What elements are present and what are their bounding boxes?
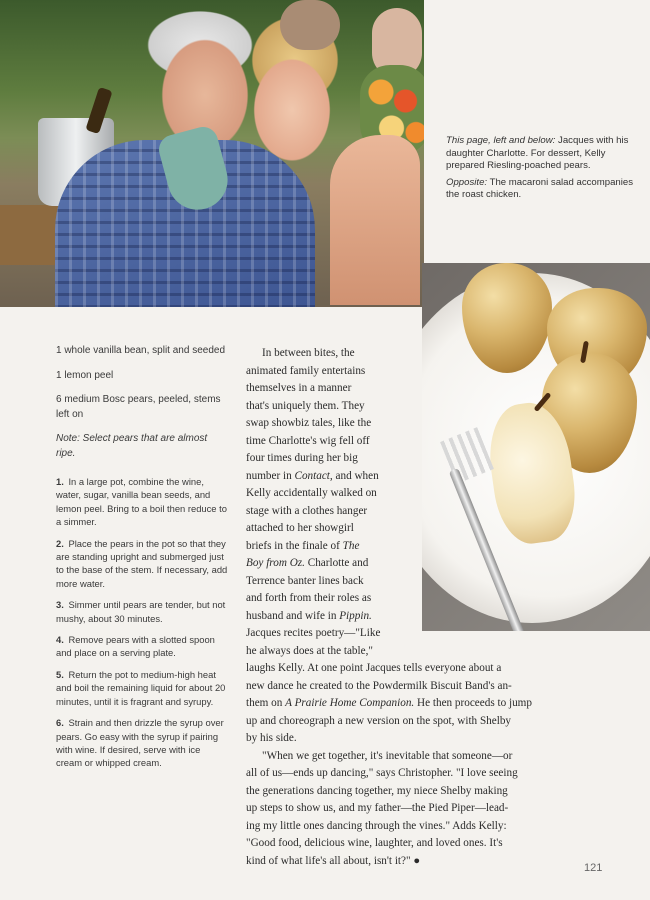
title-contact: Contact,: [294, 469, 333, 482]
recipe-step: [56, 633, 228, 660]
story-text: Charlotte and: [307, 557, 369, 569]
story-line: four times during her big: [246, 452, 358, 464]
story-line: that's uniquely them. They: [246, 399, 365, 412]
step-text: Return the pot to medium-high heat and boil the remaining liquid for about 20 minutes, until it is fragrant and syrupy.: [56, 668, 226, 707]
caption-lead-label: This page, left and below:: [446, 135, 556, 146]
woman-arm: [330, 135, 420, 305]
step-number: 4.: [56, 634, 64, 646]
story-line: "When we get together, it's inevitable that someone—or: [262, 749, 513, 762]
step-text: In a large pot, combine the wine, water, sugar, vanilla bean seeds, and lemon peel. Bring to a boil then reduce to a simmer.: [56, 476, 227, 528]
step-number: 5.: [56, 668, 64, 680]
caption-opposite: [446, 177, 642, 202]
caption-lead: [446, 135, 642, 173]
recipe-note: Note: Select pears that are almost ripe.: [56, 433, 208, 459]
story-line: swap showbiz tales, like the: [246, 417, 372, 429]
ingredient: 6 medium Bosc pears, peeled, stems left on: [56, 394, 221, 420]
recipe-step: [56, 598, 228, 625]
story-line: new dance he created to the Powdermilk Biscuit Band's an-: [246, 679, 512, 692]
story-line: [246, 695, 532, 713]
story-line: laughs Kelly. At one point Jacques tells everyone about a: [246, 662, 502, 674]
story-line: time Charlotte's wig fell off: [246, 434, 370, 447]
story-line: the generations dancing together, my niece Shelby making: [246, 784, 508, 797]
story-line: Kelly accidentally walked on: [246, 487, 377, 499]
recipe-step: [56, 716, 228, 770]
story-text: husband and wife in: [246, 609, 337, 622]
story-text: briefs in the finale of: [246, 539, 340, 552]
title-prairie-home: A Prairie Home Companion.: [285, 697, 415, 709]
story-line: and forth from their roles as: [246, 592, 372, 604]
title-boy-from-oz: Boy from Oz.: [246, 557, 305, 569]
caption-opposite-text: The macaroni salad accompanies the roast chicken.: [446, 176, 634, 201]
caption-opposite-label: Opposite:: [446, 176, 488, 188]
step-text: Remove pears with a slotted spoon and place on a serving plate.: [56, 634, 215, 659]
story-line: In between bites, the: [262, 347, 355, 359]
step-number: 2.: [56, 537, 64, 549]
story-line: ing my little ones dancing through the vines." Adds Kelly:: [246, 819, 507, 832]
story-line: animated family entertains: [246, 364, 366, 377]
step-number: 1.: [56, 476, 64, 487]
caption-lead-text: Jacques with his daughter Charlotte. For dessert, Kelly prepared Riesling-poached pears.: [446, 135, 629, 172]
story-line: up and choreograph a new version on the spot, with Shelby: [246, 714, 512, 727]
step-text: Strain and then drizzle the syrup over pears. Go easy with the syrup if pairing with wine. If desired, serve with ice cream or whipped cream.: [56, 717, 224, 769]
page-number: 121: [584, 862, 603, 874]
story-line: [246, 468, 532, 486]
story-line: attached to her showgirl: [246, 522, 354, 534]
step-number: 3.: [56, 599, 64, 611]
story-line: he always does at the table,": [246, 644, 373, 657]
story-line: "Good food, delicious wine, laughter, and loved ones. It's: [246, 837, 503, 849]
story-line: [246, 555, 532, 573]
ingredient: 1 lemon peel: [56, 369, 114, 381]
photo-caption: [446, 135, 642, 206]
recipe-column: [56, 344, 228, 778]
step-text: Simmer until pears are tender, but not mushy, about 30 minutes.: [56, 599, 226, 624]
title-boy-from-oz: The: [342, 539, 360, 552]
story-line: all of us—ends up dancing," says Christopher. "I love seeing: [246, 767, 518, 779]
ingredient: 1 whole vanilla bean, split and seeded: [56, 345, 226, 356]
recipe-step: [56, 475, 228, 529]
background-guest: [280, 0, 340, 50]
story-line: kind of what life's all about, isn't it?" ●: [246, 854, 421, 867]
story-line: Terrence banter lines back: [246, 574, 364, 587]
story-line: by his side.: [246, 732, 297, 744]
story-text: number in: [246, 469, 292, 482]
story-column: [246, 345, 532, 870]
recipe-step: [56, 668, 228, 708]
recipe-step: [56, 537, 228, 591]
story-line: stage with a clothes hanger: [246, 504, 368, 517]
step-text: Place the pears in the pot so that they are standing upright and submerged just to the base of the stem. If necessary, add more water.: [56, 537, 228, 589]
family-photo: [0, 0, 424, 307]
story-line: [246, 538, 532, 556]
story-line: Jacques recites poetry—"Like: [246, 627, 381, 639]
story-text: and when: [335, 469, 379, 482]
title-pippin: Pippin.: [339, 609, 372, 622]
story-line: up steps to show us, and my father—the Pied Piper—lead-: [246, 802, 509, 814]
story-text: He then proceeds to jump: [417, 697, 532, 709]
step-number: 6.: [56, 717, 64, 729]
story-text: them on: [246, 697, 283, 709]
story-line: themselves in a manner: [246, 382, 352, 394]
story-line: [246, 608, 532, 626]
